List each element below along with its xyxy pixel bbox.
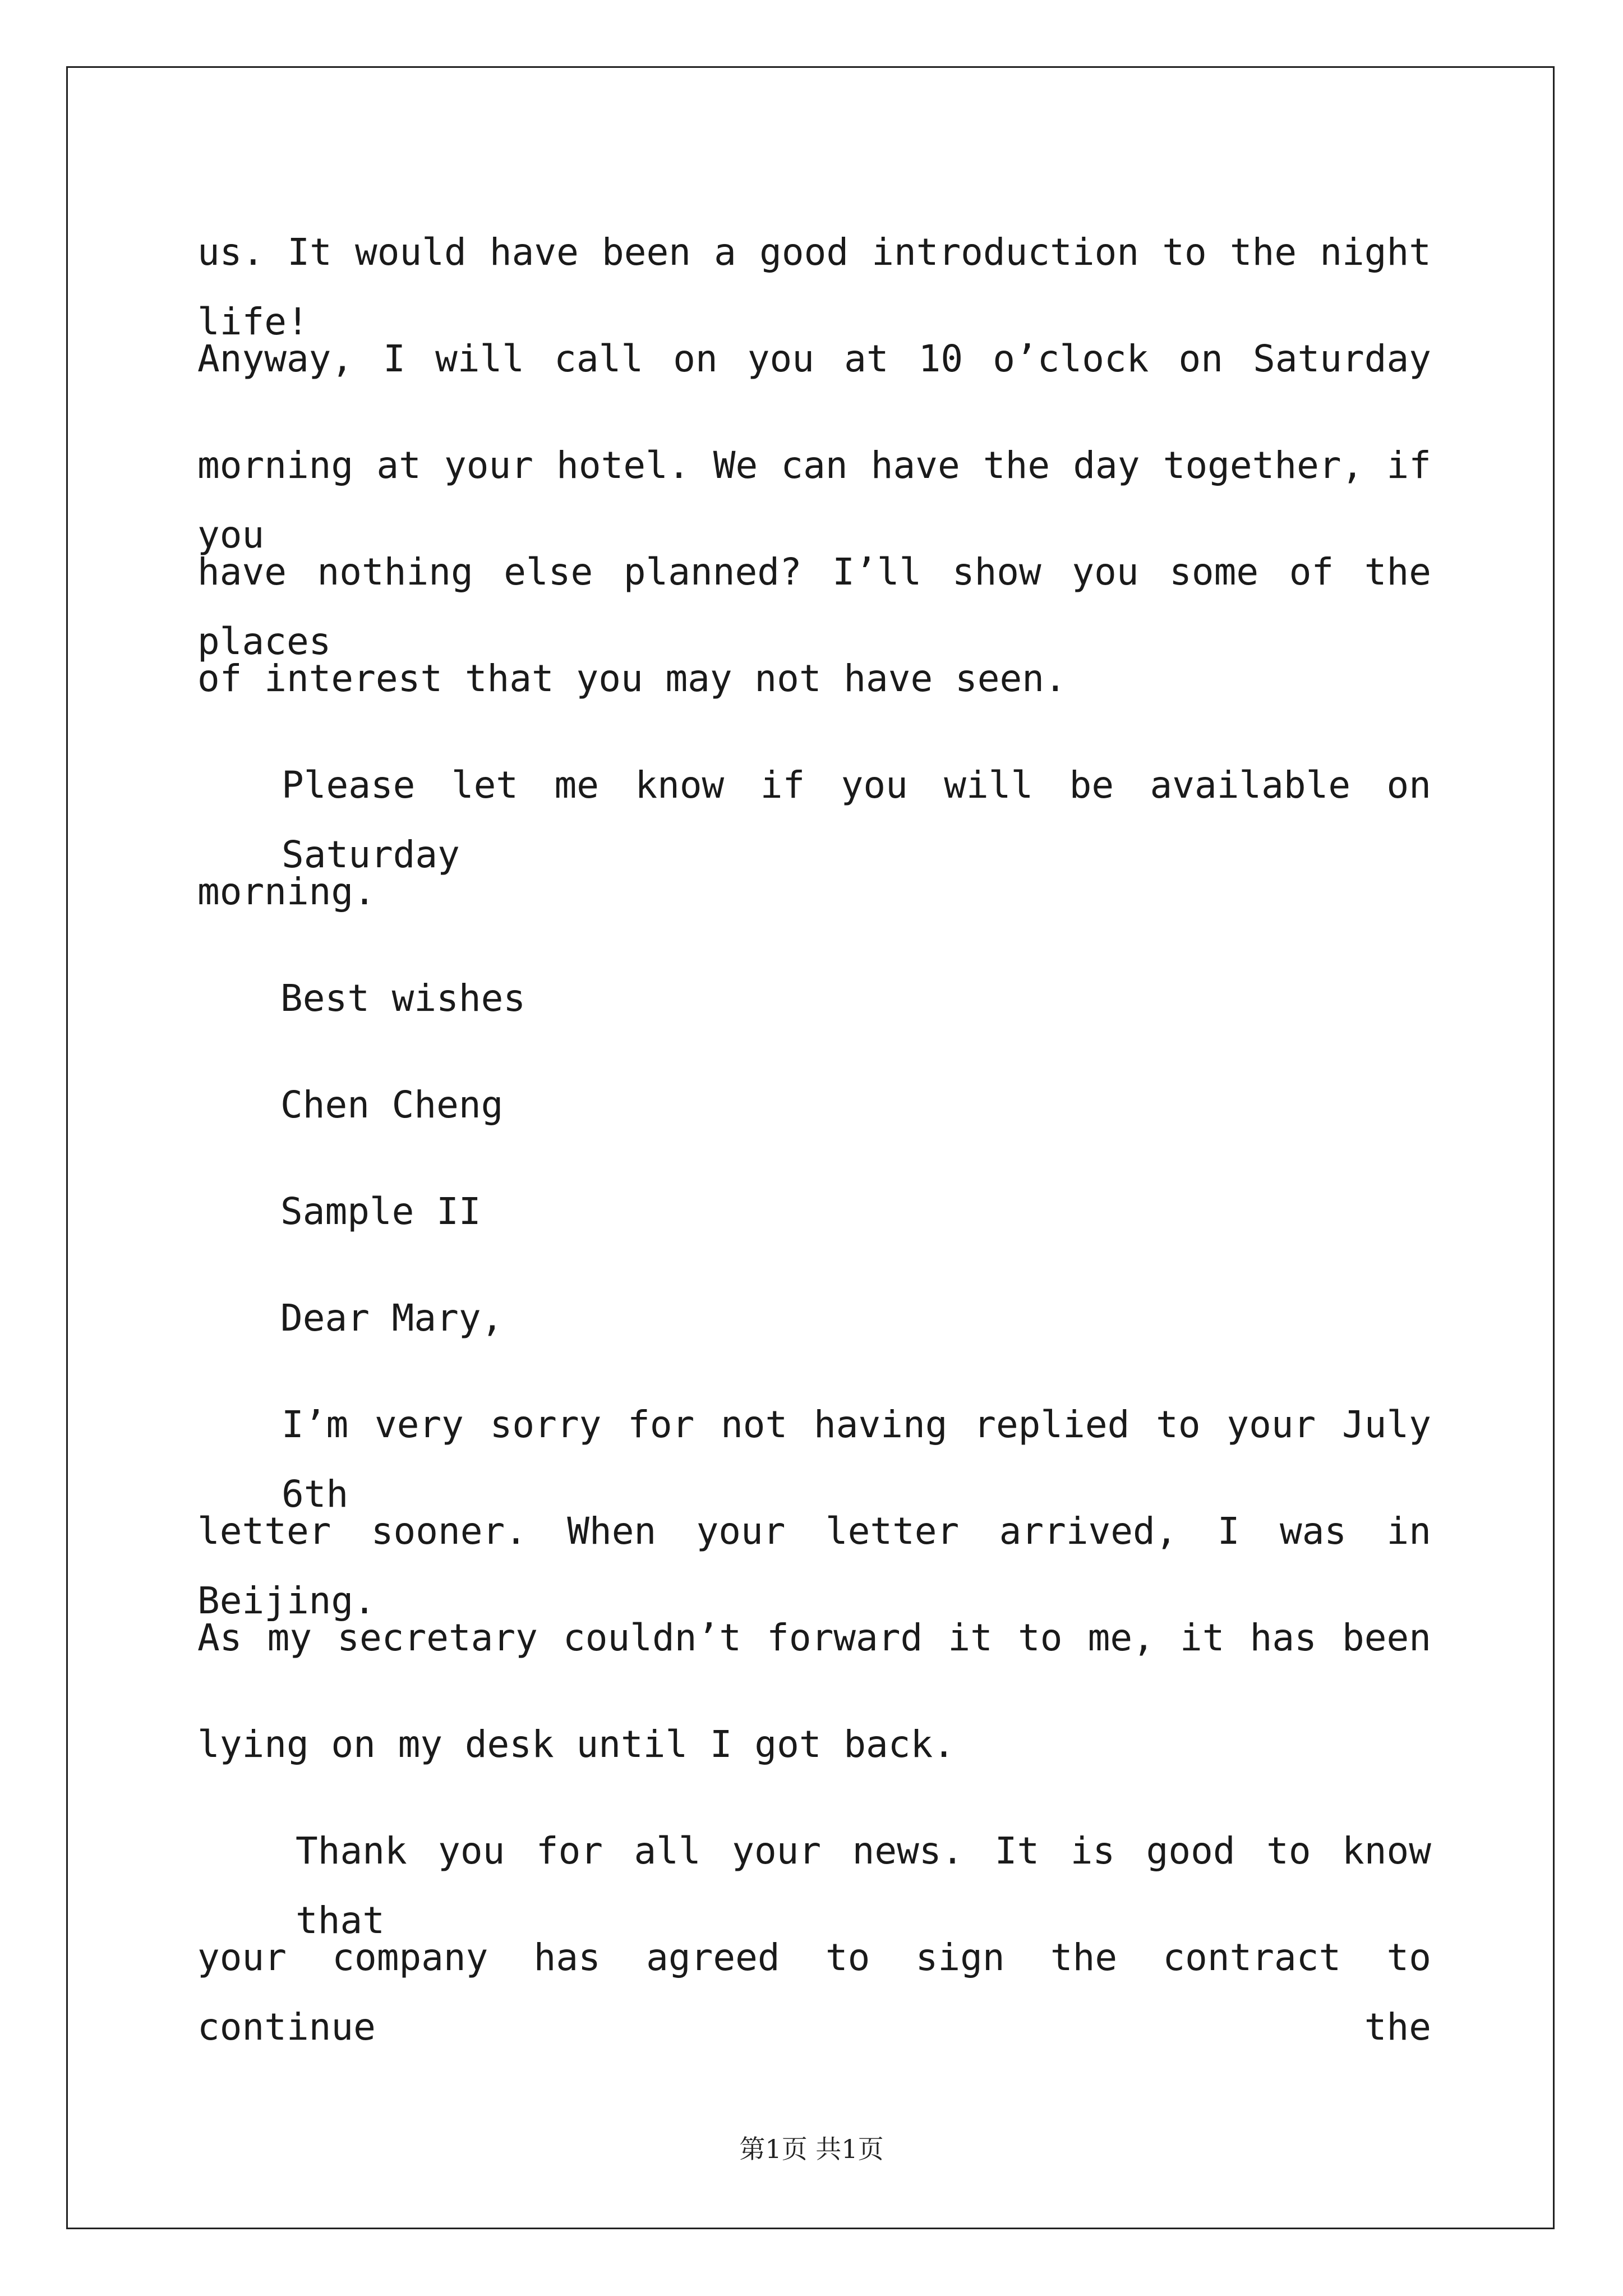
text-line: morning. xyxy=(197,870,376,913)
text-line: of interest that you may not have seen. xyxy=(197,657,1067,700)
salutation-line: Dear Mary, xyxy=(280,1296,504,1340)
text-line: lying on my desk until I got back. xyxy=(197,1723,956,1766)
page-footer: 第1页 共1页 xyxy=(739,2134,884,2164)
text-line: letter sooner. When your letter arrived, I was in Beijing. xyxy=(197,1510,1431,1622)
text-line: Anyway, I will call on you at 10 o’clock on Saturday xyxy=(197,337,1431,380)
text-line: your company has agreed to sign the contract to continue the xyxy=(197,1936,1431,2049)
signature-line: Chen Cheng xyxy=(280,1083,504,1126)
text-line: have nothing else planned? I’ll show you some of the places xyxy=(197,550,1431,663)
text-line: Thank you for all your news. It is good to know that xyxy=(296,1829,1431,1942)
text-line: morning at your hotel. We can have the day together, if you xyxy=(197,444,1431,556)
text-line: As my secretary couldn’t forward it to me, it has been xyxy=(197,1616,1431,1659)
section-heading: Sample II xyxy=(280,1190,481,1233)
closing-line: Best wishes xyxy=(280,977,526,1020)
text-line: us. It would have been a good introduction to the night life! xyxy=(197,231,1431,343)
letter-body xyxy=(197,218,1431,2049)
text-line: Please let me know if you will be available on Saturday xyxy=(282,763,1431,876)
text-line: I’m very sorry for not having replied to your July 6th xyxy=(282,1403,1431,1516)
